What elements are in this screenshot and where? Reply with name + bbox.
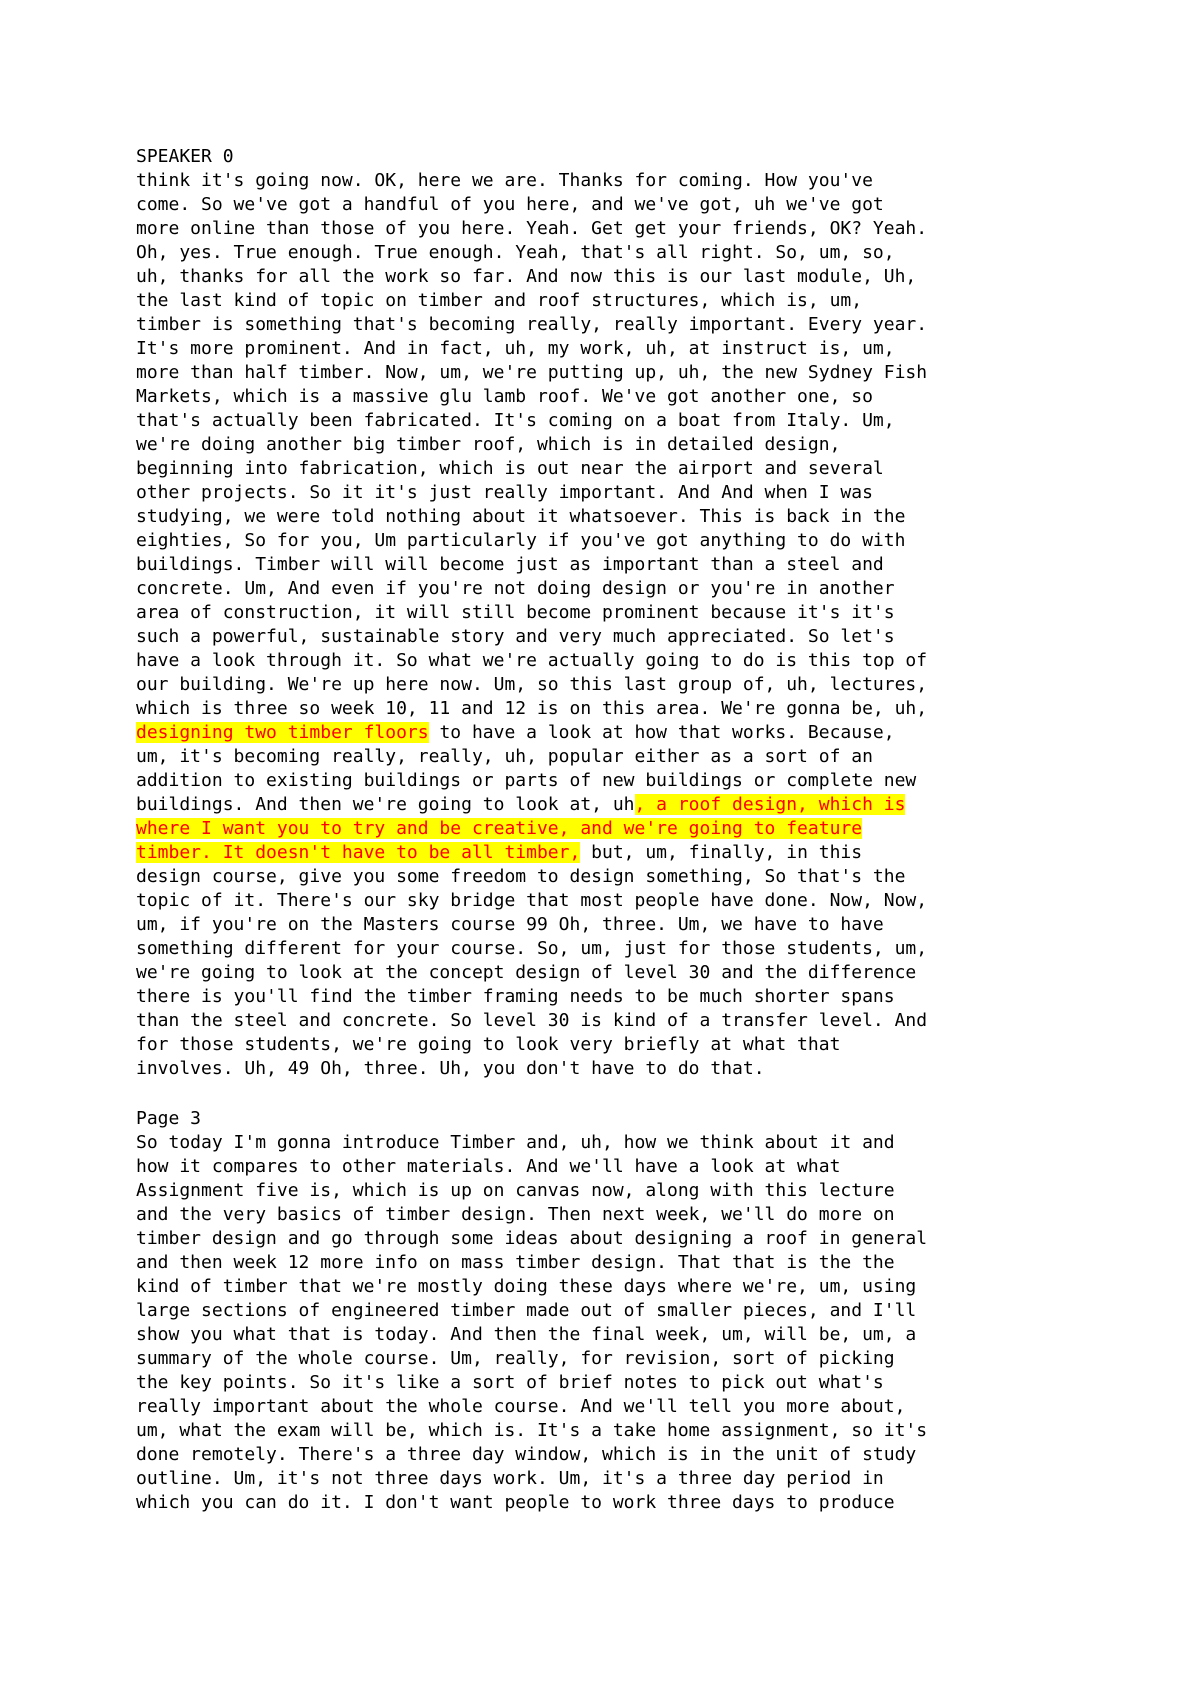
transcript-line — [136, 1419, 1156, 1443]
text-segment: kind of timber that we're mostly doing these days where we're, um, using — [136, 1276, 917, 1297]
transcript-section-page-3 — [136, 1107, 1156, 1515]
transcript-line — [136, 1033, 1156, 1057]
text-segment: topic of it. There's our sky bridge that most people have done. Now, Now, — [136, 890, 928, 911]
transcript-line — [136, 817, 1156, 841]
transcript-line — [136, 409, 1156, 433]
transcript-line — [136, 385, 1156, 409]
transcript-line — [136, 601, 1156, 625]
text-segment: we're going to look at the concept design of level 30 and the difference — [136, 962, 917, 983]
transcript-line — [136, 553, 1156, 577]
text-segment: uh, thanks for all the work so far. And now this is our last module, Uh, — [136, 266, 917, 287]
transcript-line — [136, 649, 1156, 673]
transcript-line — [136, 841, 1156, 865]
transcript-line — [136, 481, 1156, 505]
transcript-line — [136, 769, 1156, 793]
text-segment: outline. Um, it's not three days work. Um, it's a three day period in — [136, 1468, 884, 1489]
text-segment: large sections of engineered timber made out of smaller pieces, and I'll — [136, 1300, 917, 1321]
text-segment: show you what that is today. And then the final week, um, will be, um, a — [136, 1324, 917, 1345]
text-segment: timber is something that's becoming really, really important. Every year. — [136, 314, 928, 335]
transcript-line — [136, 193, 1156, 217]
transcript-line — [136, 865, 1156, 889]
text-segment: So today I'm gonna introduce Timber and, uh, how we think about it and — [136, 1132, 895, 1153]
text-segment: more than half timber. Now, um, we're putting up, uh, the new Sydney Fish — [136, 362, 928, 383]
transcript-line — [136, 1299, 1156, 1323]
text-segment: area of construction, it will still become prominent because it's it's — [136, 602, 895, 623]
transcript-line — [136, 1491, 1156, 1515]
transcript-line — [136, 1227, 1156, 1251]
text-segment: eighties, So for you, Um particularly if you've got anything to do with — [136, 530, 906, 551]
transcript-line — [136, 1395, 1156, 1419]
transcript-line — [136, 529, 1156, 553]
text-segment: our building. We're up here now. Um, so this last group of, uh, lectures, — [136, 674, 928, 695]
transcript-line — [136, 985, 1156, 1009]
transcript-line — [136, 913, 1156, 937]
text-segment: to have a look at how that works. Because, — [428, 722, 895, 743]
text-segment: the last kind of topic on timber and roof structures, which is, um, — [136, 290, 863, 311]
text-segment: there is you'll find the timber framing needs to be much shorter spans — [136, 986, 895, 1007]
transcript-line — [136, 673, 1156, 697]
text-segment: um, it's becoming really, really, uh, popular either as a sort of an — [136, 746, 873, 767]
text-segment: really important about the whole course. And we'll tell you more about, — [136, 1396, 906, 1417]
text-segment: um, if you're on the Masters course 99 Oh, three. Um, we have to have — [136, 914, 884, 935]
transcript-line — [136, 337, 1156, 361]
transcript-line — [136, 1467, 1156, 1491]
transcript-line — [136, 289, 1156, 313]
highlighted-text: , a roof design, which is — [634, 794, 906, 815]
text-segment: the key points. So it's like a sort of brief notes to pick out what's — [136, 1372, 884, 1393]
transcript-line — [136, 217, 1156, 241]
text-segment: It's more prominent. And in fact, uh, my work, uh, at instruct is, um, — [136, 338, 895, 359]
text-segment: other projects. So it it's just really important. And And when I was — [136, 482, 873, 503]
text-segment: but, um, finally, in this — [580, 842, 863, 863]
text-segment: which is three so week 10, 11 and 12 is on this area. We're gonna be, uh, — [136, 698, 928, 719]
section-heading: Page 3 — [136, 1108, 202, 1129]
transcript-line — [136, 1347, 1156, 1371]
text-segment: concrete. Um, And even if you're not doing design or you're in another — [136, 578, 895, 599]
transcript-line — [136, 1009, 1156, 1033]
text-segment: how it compares to other materials. And we'll have a look at what — [136, 1156, 841, 1177]
transcript-line — [136, 505, 1156, 529]
transcript-line — [136, 1179, 1156, 1203]
transcript-line — [136, 265, 1156, 289]
transcript-line — [136, 1155, 1156, 1179]
text-segment: buildings. Timber will will become just as important than a steel and — [136, 554, 884, 575]
highlighted-text: where I want you to try and be creative, and we're going to feature — [136, 818, 863, 839]
transcript-line — [136, 961, 1156, 985]
transcript-line — [136, 721, 1156, 745]
transcript-line — [136, 937, 1156, 961]
text-segment: and the very basics of timber design. Then next week, we'll do more on — [136, 1204, 895, 1225]
text-segment: addition to existing buildings or parts of new buildings or complete new — [136, 770, 917, 791]
text-segment: studying, we were told nothing about it whatsoever. This is back in the — [136, 506, 906, 527]
section-heading: SPEAKER 0 — [136, 146, 234, 167]
text-segment: done remotely. There's a three day window, which is in the unit of study — [136, 1444, 917, 1465]
transcript-line — [136, 1323, 1156, 1347]
text-segment: summary of the whole course. Um, really, for revision, sort of picking — [136, 1348, 895, 1369]
text-segment: for those students, we're going to look very briefly at what that — [136, 1034, 841, 1055]
text-segment: Oh, yes. True enough. True enough. Yeah, that's all right. So, um, so, — [136, 242, 895, 263]
text-segment: and then week 12 more info on mass timber design. That that is the the — [136, 1252, 895, 1273]
text-segment: we're doing another big timber roof, which is in detailed design, — [136, 434, 841, 455]
transcript-line — [136, 361, 1156, 385]
highlighted-text: designing two timber floors — [136, 722, 429, 743]
transcript-line — [136, 241, 1156, 265]
text-segment: more online than those of you here. Yeah. Get get your friends, OK? Yeah. — [136, 218, 928, 239]
transcript-line — [136, 1131, 1156, 1155]
text-segment: have a look through it. So what we're actually going to do is this top of — [136, 650, 928, 671]
transcript-line — [136, 577, 1156, 601]
transcript-line — [136, 793, 1156, 817]
transcript-line — [136, 745, 1156, 769]
text-segment: that's actually been fabricated. It's coming on a boat from Italy. Um, — [136, 410, 895, 431]
text-segment: design course, give you some freedom to design something, So that's the — [136, 866, 906, 887]
text-segment: beginning into fabrication, which is out near the airport and several — [136, 458, 884, 479]
transcript-line — [136, 457, 1156, 481]
text-segment: Markets, which is a massive glu lamb roof. We've got another one, so — [136, 386, 873, 407]
text-segment: something different for your course. So, um, just for those students, um, — [136, 938, 928, 959]
transcript-line — [136, 625, 1156, 649]
transcript-line — [136, 169, 1156, 193]
transcript-line — [136, 313, 1156, 337]
transcript-line — [136, 433, 1156, 457]
transcript-line — [136, 1203, 1156, 1227]
transcript-line — [136, 1057, 1156, 1081]
text-segment: than the steel and concrete. So level 30 is kind of a transfer level. And — [136, 1010, 928, 1031]
transcript-line — [136, 889, 1156, 913]
text-segment: which you can do it. I don't want people to work three days to produce — [136, 1492, 895, 1513]
text-segment: think it's going now. OK, here we are. Thanks for coming. How you've — [136, 170, 873, 191]
transcript-line — [136, 1275, 1156, 1299]
transcript-line — [136, 697, 1156, 721]
highlighted-text: timber. It doesn't have to be all timber, — [136, 842, 581, 863]
text-segment: um, what the exam will be, which is. It's a take home assignment, so it's — [136, 1420, 928, 1441]
text-segment: come. So we've got a handful of you here, and we've got, uh we've got — [136, 194, 884, 215]
transcript-line — [136, 1443, 1156, 1467]
text-segment: involves. Uh, 49 Oh, three. Uh, you don't have to do that. — [136, 1058, 765, 1079]
text-segment: Assignment five is, which is up on canvas now, along with this lecture — [136, 1180, 895, 1201]
transcript-line — [136, 1251, 1156, 1275]
transcript-line — [136, 1371, 1156, 1395]
text-segment: such a powerful, sustainable story and very much appreciated. So let's — [136, 626, 895, 647]
transcript-section-speaker — [136, 145, 1156, 1081]
text-segment: buildings. And then we're going to look at, uh — [136, 794, 635, 815]
text-segment: timber design and go through some ideas about designing a roof in general — [136, 1228, 928, 1249]
